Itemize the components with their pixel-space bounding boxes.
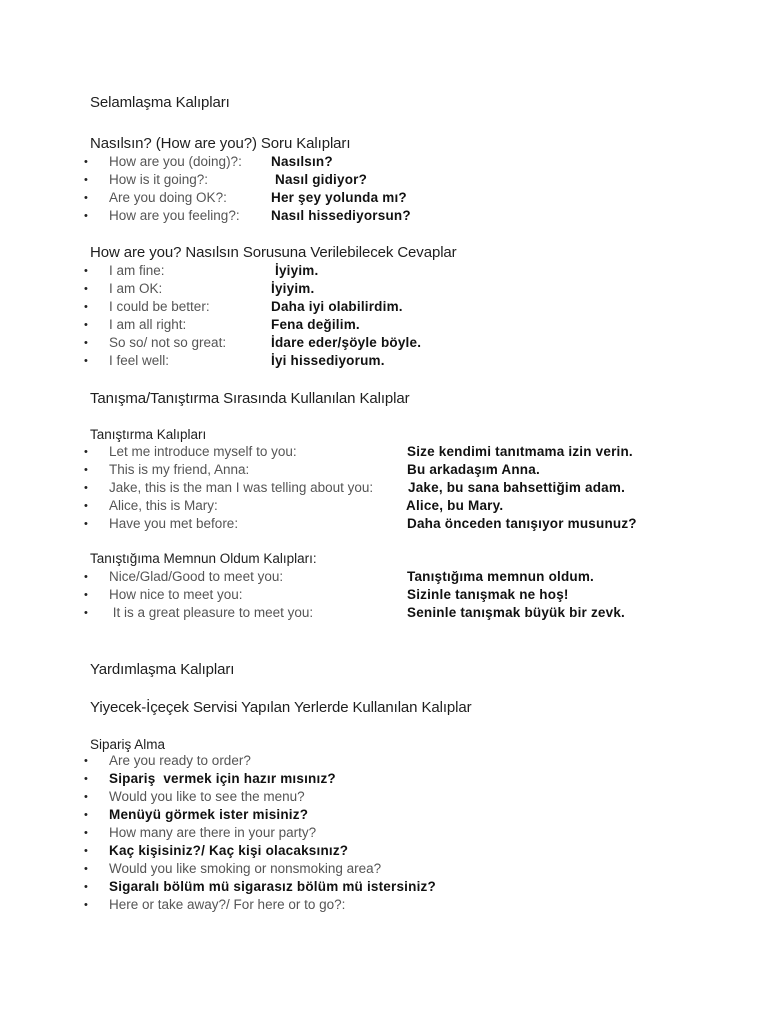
bullet-icon: • (84, 518, 88, 530)
english-phrase: I could be better: (109, 299, 210, 314)
english-phrase: Nice/Glad/Good to meet you: (109, 569, 284, 584)
bullet-icon: • (84, 337, 88, 349)
english-phrase: It is a great pleasure to meet you: (109, 605, 314, 620)
heading-tanisma: Tanışma/Tanıştırma Sırasında Kullanılan Kalıplar (90, 390, 410, 407)
english-phrase: Are you ready to order? (109, 753, 251, 768)
turkish-phrase: Nasıl gidiyor? (275, 172, 368, 187)
heading-yardimlasma: Yardımlaşma Kalıpları (90, 661, 235, 678)
bullet-icon: • (84, 156, 88, 168)
bullet-icon: • (84, 192, 88, 204)
bullet-icon: • (84, 845, 88, 857)
bullet-icon: • (84, 319, 88, 331)
english-phrase: Would you like to see the menu? (109, 789, 305, 804)
english-phrase: Here or take away?/ For here or to go?: (109, 897, 346, 912)
bullet-icon: • (84, 283, 88, 295)
bullet-icon: • (84, 881, 88, 893)
turkish-phrase: Bu arkadaşım Anna. (407, 462, 540, 477)
bullet-icon: • (84, 809, 88, 821)
english-phrase: Let me introduce myself to you: (109, 444, 297, 459)
english-phrase: Alice, this is Mary: (109, 498, 218, 513)
english-phrase: Have you met before: (109, 516, 239, 531)
turkish-phrase: Sigaralı bölüm mü sigarasız bölüm mü istersiniz? (109, 879, 436, 894)
english-phrase: Are you doing OK?: (109, 190, 227, 205)
bullet-icon: • (84, 827, 88, 839)
english-phrase: I am fine: (109, 263, 165, 278)
english-phrase: How are you (doing)?: (109, 154, 242, 169)
bullet-icon: • (84, 265, 88, 277)
turkish-phrase: Her şey yolunda mı? (271, 190, 407, 205)
bullet-icon: • (84, 589, 88, 601)
english-phrase: Jake, this is the man I was telling about you: (109, 480, 374, 495)
bullet-icon: • (84, 607, 88, 619)
turkish-phrase: Alice, bu Mary. (406, 498, 504, 513)
turkish-phrase: Jake, bu sana bahsettiğim adam. (408, 480, 626, 495)
turkish-phrase: Kaç kişisiniz?/ Kaç kişi olacaksınız? (109, 843, 349, 858)
bullet-icon: • (84, 174, 88, 186)
english-phrase: I feel well: (109, 353, 170, 368)
english-phrase: This is my friend, Anna: (109, 462, 250, 477)
turkish-phrase: Nasılsın? (271, 154, 333, 169)
english-phrase: I am OK: (109, 281, 163, 296)
english-phrase: How are you feeling?: (109, 208, 240, 223)
heading-siparis: Sipariş Alma (90, 737, 166, 752)
heading-tanistirma: Tanıştırma Kalıpları (90, 427, 207, 442)
bullet-icon: • (84, 571, 88, 583)
turkish-phrase: Sipariş vermek için hazır mısınız? (109, 771, 336, 786)
turkish-phrase: Tanıştığıma memnun oldum. (407, 569, 595, 584)
english-phrase: How is it going?: (109, 172, 209, 187)
turkish-phrase: Fena değilim. (271, 317, 360, 332)
bullet-icon: • (84, 899, 88, 911)
bullet-icon: • (84, 791, 88, 803)
turkish-phrase: İyiyim. (275, 263, 319, 278)
heading-selamlasma: Selamlaşma Kalıpları (90, 94, 230, 111)
english-phrase: Would you like smoking or nonsmoking area? (109, 861, 382, 876)
turkish-phrase: İdare eder/şöyle böyle. (271, 335, 422, 350)
bullet-icon: • (84, 773, 88, 785)
english-phrase: So so/ not so great: (109, 335, 227, 350)
bullet-icon: • (84, 301, 88, 313)
bullet-icon: • (84, 210, 88, 222)
english-phrase: How many are there in your party? (109, 825, 317, 840)
turkish-phrase: Sizinle tanışmak ne hoş! (407, 587, 569, 602)
turkish-phrase: İyiyim. (271, 281, 315, 296)
turkish-phrase: İyi hissediyorum. (271, 353, 385, 368)
turkish-phrase: Size kendimi tanıtmama izin verin. (407, 444, 633, 459)
heading-nasilsin: Nasılsın? (How are you?) Soru Kalıpları (90, 135, 351, 152)
bullet-icon: • (84, 464, 88, 476)
turkish-phrase: Daha önceden tanışıyor musunuz? (407, 516, 637, 531)
bullet-icon: • (84, 482, 88, 494)
turkish-phrase: Menüyü görmek ister misiniz? (109, 807, 309, 822)
bullet-icon: • (84, 500, 88, 512)
bullet-icon: • (84, 446, 88, 458)
turkish-phrase: Seninle tanışmak büyük bir zevk. (407, 605, 625, 620)
bullet-icon: • (84, 355, 88, 367)
english-phrase: I am all right: (109, 317, 187, 332)
heading-cevaplar: How are you? Nasılsın Sorusuna Verilebilecek Cevaplar (90, 244, 457, 261)
bullet-icon: • (84, 755, 88, 767)
turkish-phrase: Nasıl hissediyorsun? (271, 208, 411, 223)
bullet-icon: • (84, 863, 88, 875)
heading-yiyecek: Yiyecek-İçeçek Servisi Yapılan Yerlerde Kullanılan Kalıplar (90, 699, 472, 716)
turkish-phrase: Daha iyi olabilirdim. (271, 299, 403, 314)
heading-memnun: Tanıştığıma Memnun Oldum Kalıpları: (90, 551, 317, 566)
english-phrase: How nice to meet you: (109, 587, 243, 602)
